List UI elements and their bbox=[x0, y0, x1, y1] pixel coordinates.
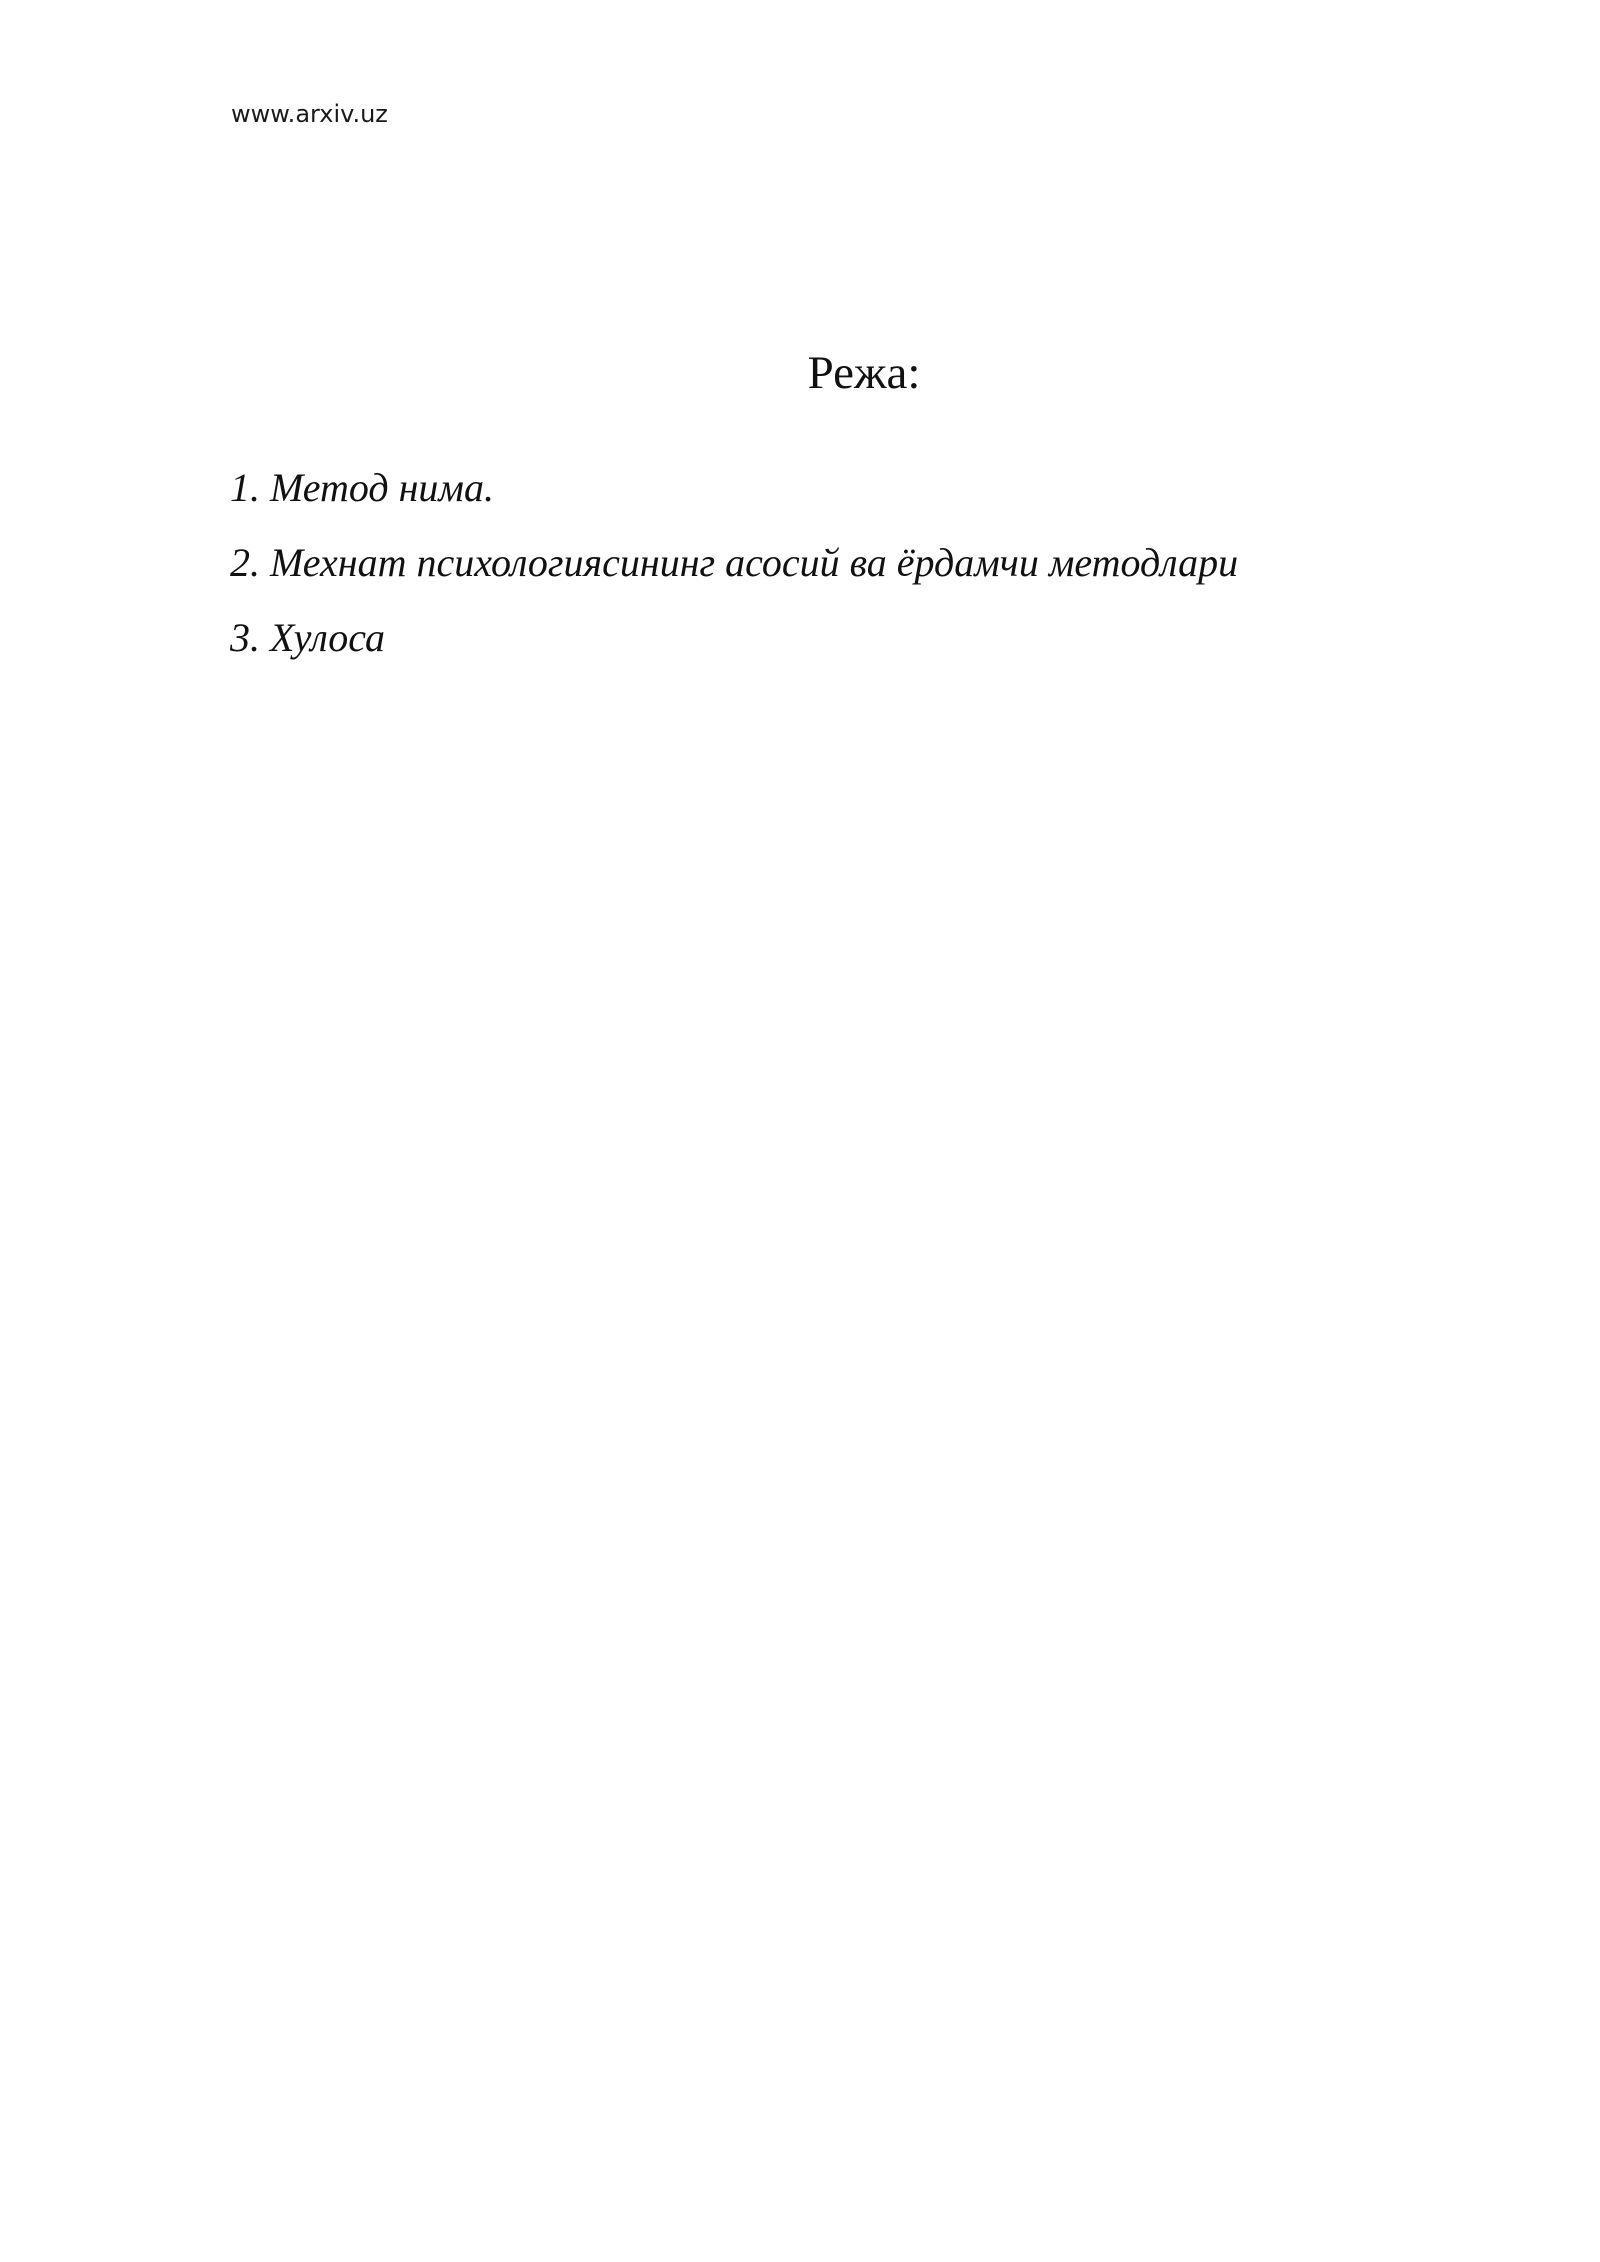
plan-title: Режа: bbox=[807, 347, 921, 399]
plan-item: 3. Хулоса bbox=[230, 615, 385, 660]
site-header-text: www.arxiv.uz bbox=[231, 100, 388, 128]
plan-item: 2. Мехнат психологиясининг асосий ва ёрдамчи методлари bbox=[230, 540, 1239, 585]
plan-item: 1. Метод нима. bbox=[230, 465, 494, 510]
plan-list bbox=[230, 450, 1238, 675]
